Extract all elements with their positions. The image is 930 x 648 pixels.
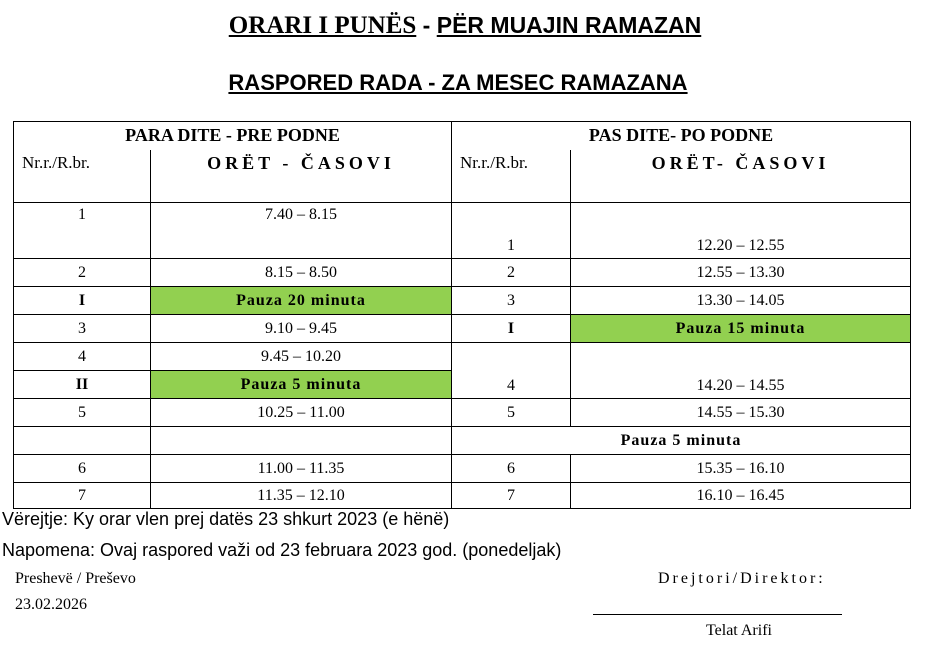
table-row (14, 427, 911, 455)
signature-line (593, 614, 842, 615)
morning-time: 9.45 – 10.20 (151, 343, 452, 371)
morning-nr: 7 (14, 483, 151, 509)
table-row (14, 343, 911, 371)
place-label: Preshevë / Preševo (15, 570, 136, 587)
afternoon-time: 14.55 – 15.30 (571, 399, 911, 427)
afternoon-time: 15.35 – 16.10 (571, 455, 911, 483)
morning-nr: 3 (14, 315, 151, 343)
morning-time: 8.15 – 8.50 (151, 259, 452, 287)
page-subtitle: RASPORED RADA - ZA MESEC RAMAZANA (228, 70, 688, 95)
title-albanian: ORARI I PUNËS (228, 12, 417, 39)
afternoon-nr: 7 (452, 483, 571, 509)
table-row (14, 315, 911, 343)
afternoon-nr: 2 (452, 259, 571, 287)
director-name: Telat Arifi (706, 622, 772, 639)
morning-break-5min: Pauza 5 minuta (151, 371, 452, 399)
title-separator: - (416, 12, 437, 38)
afternoon-nr-header: Nr.r./R.br. (452, 150, 571, 203)
afternoon-time: 12.20 – 12.55 (571, 203, 911, 259)
table-row (14, 203, 911, 259)
page-title (0, 12, 930, 40)
morning-nr: 6 (14, 455, 151, 483)
morning-nr: 1 (14, 203, 151, 259)
column-header-row (14, 150, 911, 203)
afternoon-break-15min: Pauza 15 minuta (571, 315, 911, 343)
afternoon-time: 12.55 – 13.30 (571, 259, 911, 287)
afternoon-hours-header: ORËT- ČASOVI (571, 150, 911, 203)
document-date: 23.02.2026 (15, 596, 87, 613)
table-heading-row (14, 122, 911, 150)
morning-empty-cell (14, 427, 151, 455)
morning-time: 7.40 – 8.15 (151, 203, 452, 259)
morning-shift-heading: PARA DITE - PRE PODNE (14, 122, 452, 150)
morning-nr: 5 (14, 399, 151, 427)
afternoon-shift-heading: PAS DITE- PO PODNE (452, 122, 911, 150)
afternoon-break-5min: Pauza 5 minuta (452, 427, 911, 455)
afternoon-nr: 5 (452, 399, 571, 427)
afternoon-break-nr: I (452, 315, 571, 343)
afternoon-time: 16.10 – 16.45 (571, 483, 911, 509)
morning-break-20min: Pauza 20 minuta (151, 287, 452, 315)
table-row (14, 259, 911, 287)
morning-time: 10.25 – 11.00 (151, 399, 452, 427)
table-row (14, 483, 911, 509)
note-albanian: Vërejtje: Ky orar vlen prej datës 23 shkurt 2023 (e hënë) (2, 509, 450, 529)
schedule-table (13, 121, 911, 509)
morning-time: 11.35 – 12.10 (151, 483, 452, 509)
morning-empty-cell (151, 427, 452, 455)
title-ramadan: PËR MUAJIN RAMAZAN (436, 12, 702, 38)
morning-hours-header: ORËT - ČASOVI (151, 150, 452, 203)
morning-time: 11.00 – 11.35 (151, 455, 452, 483)
afternoon-nr: 4 (452, 343, 571, 399)
director-label: Drejtori/Direktor: (658, 570, 826, 587)
morning-break-nr: I (14, 287, 151, 315)
table-row (14, 399, 911, 427)
afternoon-nr: 1 (452, 203, 571, 259)
afternoon-time: 13.30 – 14.05 (571, 287, 911, 315)
table-row (14, 455, 911, 483)
afternoon-nr: 3 (452, 287, 571, 315)
morning-nr: 2 (14, 259, 151, 287)
table-row (14, 287, 911, 315)
morning-nr-header: Nr.r./R.br. (14, 150, 151, 203)
note-serbian: Napomena: Ovaj raspored važi od 23 februara 2023 god. (ponedeljak) (2, 540, 562, 560)
afternoon-nr: 6 (452, 455, 571, 483)
morning-break-nr: II (14, 371, 151, 399)
morning-nr: 4 (14, 343, 151, 371)
morning-time: 9.10 – 9.45 (151, 315, 452, 343)
afternoon-time: 14.20 – 14.55 (571, 343, 911, 399)
